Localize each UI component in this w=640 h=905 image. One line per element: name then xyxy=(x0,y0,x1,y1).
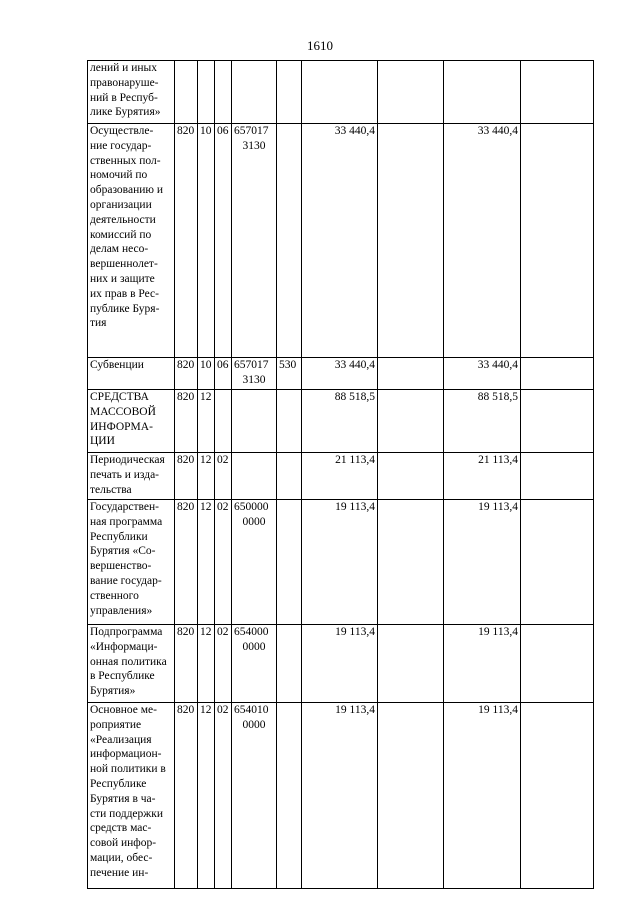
item-name-line: ная программа xyxy=(90,515,163,528)
target-article-cell xyxy=(232,703,277,889)
section-code-cell: 10 xyxy=(198,124,215,358)
item-name-cell xyxy=(88,625,175,703)
item-name-line: ние государ- xyxy=(90,139,152,152)
table-row xyxy=(88,390,594,453)
item-name-line: Периодическая xyxy=(90,454,165,466)
amount-cell: 33 440,4 xyxy=(444,124,521,358)
amount-cell xyxy=(302,61,378,124)
expense-type-cell xyxy=(277,625,302,703)
item-name-line: Республике xyxy=(90,777,147,790)
item-name-line: лений и иных xyxy=(90,62,157,74)
empty-cell xyxy=(521,124,594,358)
item-name-line: Субвенции xyxy=(90,359,144,371)
subsection-code-cell: 02 xyxy=(215,703,232,889)
ministry-code-cell xyxy=(175,61,198,124)
target-article-part: 3130 xyxy=(242,373,266,386)
section-code-cell: 12 xyxy=(198,500,215,625)
amount-cell: 33 440,4 xyxy=(302,358,378,390)
subsection-code-cell: 02 xyxy=(215,500,232,625)
table-row xyxy=(88,358,594,390)
empty-cell xyxy=(521,61,594,124)
item-name-line: них и защите xyxy=(90,272,155,285)
item-name-line: ной политики в xyxy=(90,763,166,776)
item-name-line: «Информаци- xyxy=(90,640,158,653)
expense-type-cell xyxy=(277,703,302,889)
item-name-line: вание государ- xyxy=(90,574,162,587)
item-name-line: печение ин- xyxy=(90,866,149,879)
table-row xyxy=(88,124,594,358)
item-name-line: СРЕДСТВА xyxy=(90,391,149,403)
amount-cell: 19 113,4 xyxy=(444,500,521,625)
item-name-line: в Республике xyxy=(90,670,155,683)
target-article-part: 657017 xyxy=(234,125,269,137)
item-name-line: МАССОВОЙ xyxy=(90,405,156,418)
empty-cell xyxy=(378,61,444,124)
item-name-line: деятельности xyxy=(90,213,156,226)
table-row xyxy=(88,703,594,889)
item-name-line: номочий по xyxy=(90,169,148,182)
item-name-line: делам несо- xyxy=(90,243,149,256)
item-name-line: Основное ме- xyxy=(90,704,157,716)
item-name-cell xyxy=(88,61,175,124)
item-name-line: онная политика xyxy=(90,655,167,668)
target-article-cell xyxy=(232,500,277,625)
amount-cell: 33 440,4 xyxy=(444,358,521,390)
item-name-cell xyxy=(88,703,175,889)
item-name-cell xyxy=(88,453,175,500)
ministry-code-cell: 820 xyxy=(175,625,198,703)
subsection-code-cell: 02 xyxy=(215,625,232,703)
item-name-line: ИНФОРМА- xyxy=(90,420,153,433)
item-name-cell xyxy=(88,390,175,453)
empty-cell xyxy=(521,703,594,889)
target-article-part: 650000 xyxy=(234,501,269,513)
item-name-line: Бурятия в ча- xyxy=(90,792,156,805)
target-article-cell xyxy=(232,61,277,124)
item-name-line: тельства xyxy=(90,483,132,496)
item-name-line: средств мас- xyxy=(90,822,152,835)
target-article-part: 654010 xyxy=(234,704,269,716)
empty-cell xyxy=(378,453,444,500)
item-name-line: сти поддержки xyxy=(90,807,163,820)
item-name-line: совой инфор- xyxy=(90,837,157,850)
target-article-cell xyxy=(232,124,277,358)
ministry-code-cell: 820 xyxy=(175,703,198,889)
target-article-part: 3130 xyxy=(242,139,266,152)
section-code-cell: 12 xyxy=(198,390,215,453)
ministry-code-cell: 820 xyxy=(175,124,198,358)
expense-type-cell xyxy=(277,390,302,453)
item-name-line: управления» xyxy=(90,604,153,617)
target-article-cell xyxy=(232,453,277,500)
item-name-line: печать и изда- xyxy=(90,468,160,481)
item-name-line: Государствен- xyxy=(90,501,159,513)
expense-type-cell xyxy=(277,124,302,358)
item-name-line: лике Бурятия» xyxy=(90,106,161,119)
empty-cell xyxy=(378,625,444,703)
amount-cell: 19 113,4 xyxy=(444,625,521,703)
amount-cell: 19 113,4 xyxy=(302,703,378,889)
item-name-line: ЦИИ xyxy=(90,435,115,448)
amount-cell: 21 113,4 xyxy=(444,453,521,500)
empty-cell xyxy=(521,500,594,625)
item-name-line: Подпрограмма xyxy=(90,626,163,638)
section-code-cell: 12 xyxy=(198,453,215,500)
item-name-line: правонаруше- xyxy=(90,76,159,89)
expense-type-cell xyxy=(277,453,302,500)
item-name-line: роприятие xyxy=(90,718,142,731)
empty-cell xyxy=(378,358,444,390)
empty-cell xyxy=(521,390,594,453)
budget-table xyxy=(87,60,594,889)
subsection-code-cell: 02 xyxy=(215,453,232,500)
empty-cell xyxy=(378,703,444,889)
amount-cell: 88 518,5 xyxy=(302,390,378,453)
item-name-line: тия xyxy=(90,317,107,330)
item-name-cell xyxy=(88,124,175,358)
item-name-line: Бурятия» xyxy=(90,685,136,698)
page-number: 1610 xyxy=(307,38,333,53)
table-row xyxy=(88,453,594,500)
item-name-line: публике Буря- xyxy=(90,302,160,315)
empty-cell xyxy=(378,390,444,453)
item-name-line: Осуществле- xyxy=(90,125,154,137)
item-name-line: вершенство- xyxy=(90,560,152,573)
amount-cell: 19 113,4 xyxy=(302,500,378,625)
item-name-line: организации xyxy=(90,198,152,211)
item-name-line: их прав в Рес- xyxy=(90,287,159,300)
amount-cell: 88 518,5 xyxy=(444,390,521,453)
amount-cell: 19 113,4 xyxy=(444,703,521,889)
section-code-cell: 12 xyxy=(198,625,215,703)
expense-type-cell xyxy=(277,61,302,124)
target-article-part: 0000 xyxy=(242,640,266,653)
item-name-line: информацион- xyxy=(90,748,162,761)
section-code-cell: 10 xyxy=(198,358,215,390)
target-article-part: 0000 xyxy=(242,718,266,731)
item-name-line: ственных пол- xyxy=(90,154,161,167)
subsection-code-cell xyxy=(215,390,232,453)
item-name-line: «Реализация xyxy=(90,733,152,746)
target-article-part: 654000 xyxy=(234,626,269,638)
amount-cell xyxy=(444,61,521,124)
empty-cell xyxy=(378,500,444,625)
item-name-cell xyxy=(88,358,175,390)
item-name-line: образованию и xyxy=(90,184,163,197)
ministry-code-cell: 820 xyxy=(175,500,198,625)
item-name-line: ственного xyxy=(90,589,139,602)
ministry-code-cell: 820 xyxy=(175,358,198,390)
item-name-line: Бурятия «Со- xyxy=(90,545,156,558)
section-code-cell xyxy=(198,61,215,124)
target-article-part: 0000 xyxy=(242,515,266,528)
target-article-cell xyxy=(232,358,277,390)
section-code-cell: 12 xyxy=(198,703,215,889)
empty-cell xyxy=(521,625,594,703)
target-article-cell xyxy=(232,625,277,703)
expense-type-cell xyxy=(277,500,302,625)
item-name-line: ний в Респуб- xyxy=(90,91,158,104)
subsection-code-cell: 06 xyxy=(215,358,232,390)
item-name-cell xyxy=(88,500,175,625)
expense-type-cell: 530 xyxy=(277,358,302,390)
amount-cell: 21 113,4 xyxy=(302,453,378,500)
item-name-line: мации, обес- xyxy=(90,851,153,864)
table-body xyxy=(88,61,594,889)
ministry-code-cell: 820 xyxy=(175,390,198,453)
ministry-code-cell: 820 xyxy=(175,453,198,500)
empty-cell xyxy=(521,358,594,390)
table-row xyxy=(88,61,594,124)
item-name-line: комиссий по xyxy=(90,228,152,241)
table-row xyxy=(88,625,594,703)
amount-cell: 33 440,4 xyxy=(302,124,378,358)
target-article-part: 657017 xyxy=(234,359,269,371)
empty-cell xyxy=(521,453,594,500)
table-row xyxy=(88,500,594,625)
empty-cell xyxy=(378,124,444,358)
item-name-line: вершеннолет- xyxy=(90,258,158,271)
target-article-cell xyxy=(232,390,277,453)
amount-cell: 19 113,4 xyxy=(302,625,378,703)
subsection-code-cell xyxy=(215,61,232,124)
item-name-line: Республики xyxy=(90,530,148,543)
subsection-code-cell: 06 xyxy=(215,124,232,358)
